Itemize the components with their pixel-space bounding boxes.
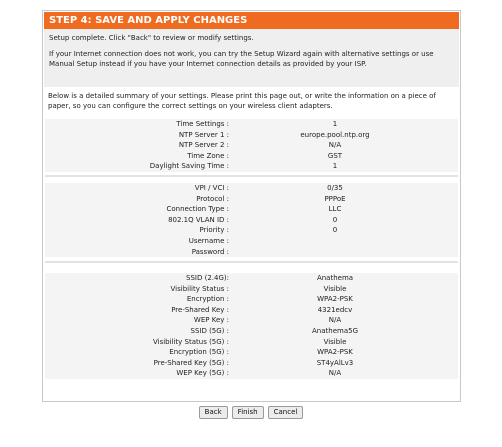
row-label: Encryption : (186, 295, 229, 304)
row-value: Anathema (316, 274, 354, 282)
row-value: Visible (323, 284, 347, 293)
row-label: SSID (2.4G): (186, 274, 229, 282)
table-row (45, 151, 458, 162)
table-row (45, 305, 458, 316)
action-buttons (0, 406, 502, 419)
row-value: 0/35 (327, 184, 343, 192)
table-row (45, 194, 458, 205)
row-value: GST (327, 151, 343, 160)
row-value: Anathema5G (312, 326, 358, 335)
row-value: Visible (323, 337, 347, 346)
table-row (45, 225, 458, 236)
step-header: STEP 4: SAVE AND APPLY CHANGES (44, 12, 459, 29)
row-value: 4321edcv (317, 305, 353, 314)
intro-box (44, 29, 459, 87)
row-value (235, 236, 435, 247)
intro-line-2: If your Internet connection does not work, you can try the Setup Wizard again with alternative settings or use Manual Setup instead if you have your Internet connection details as provided by your ISP. (49, 50, 434, 68)
row-value: PPPoE (324, 194, 346, 203)
time-settings-group (45, 119, 458, 172)
row-label: Time Settings : (176, 120, 229, 128)
table-row (45, 284, 458, 295)
row-value: 1 (332, 120, 338, 128)
row-label: WEP Key (5G) : (176, 369, 229, 378)
setup-panel (42, 10, 461, 402)
table-row (45, 358, 458, 369)
row-value: 1 (332, 162, 338, 171)
wan-settings-group (45, 183, 458, 257)
table-row (45, 183, 458, 194)
row-label: SSID (5G) : (190, 326, 229, 335)
row-label: Password : (191, 247, 229, 256)
divider (45, 261, 458, 263)
row-value: 0 (332, 226, 338, 235)
row-label: 802.1Q VLAN ID : (168, 215, 229, 224)
row-label: WEP Key : (193, 316, 229, 325)
row-label: Connection Type : (166, 205, 229, 214)
row-value: N/A (328, 316, 342, 325)
row-value: LLC (328, 205, 342, 214)
row-value: europe.pool.ntp.org (300, 130, 370, 139)
row-label: Protocol : (196, 194, 229, 203)
summary-text: Below is a detailed summary of your settings. Please print this page out, or write the information on a piece of paper, so you can configure the correct settings on your wireless client adapters. (48, 92, 436, 110)
intro-line-1: Setup complete. Click "Back" to review or modify settings. (49, 34, 254, 42)
row-label: Visibility Status : (170, 284, 229, 293)
divider (45, 175, 458, 177)
table-row (45, 236, 458, 247)
table-row (45, 204, 458, 215)
table-row (45, 326, 458, 337)
row-value: N/A (328, 141, 342, 150)
table-row (45, 315, 458, 326)
finish-button[interactable]: Finish (232, 406, 264, 419)
table-row (45, 140, 458, 151)
row-label: Visibility Status (5G) : (152, 337, 229, 346)
table-row (45, 368, 458, 379)
row-label: Priority : (199, 226, 229, 235)
table-row (45, 247, 458, 258)
table-row (45, 119, 458, 130)
table-row (45, 337, 458, 348)
row-label: Username : (188, 236, 229, 245)
row-label: Pre-Shared Key (5G) : (153, 358, 229, 367)
row-label: Time Zone : (187, 151, 229, 160)
table-row (45, 161, 458, 172)
back-button[interactable]: Back (199, 406, 228, 419)
table-row (45, 273, 458, 284)
row-label: Daylight Saving Time : (149, 162, 229, 171)
row-label: NTP Server 2 : (178, 141, 229, 150)
wireless-settings-group (45, 273, 458, 379)
row-label: Pre-Shared Key : (171, 305, 229, 314)
row-label: Encryption (5G) : (169, 348, 229, 357)
table-row (45, 347, 458, 358)
row-value: WPA2-PSK (317, 348, 353, 357)
table-row (45, 294, 458, 305)
table-row (45, 215, 458, 226)
row-value: ST4yAlLv3 (316, 358, 354, 367)
row-value (235, 247, 435, 258)
cancel-button[interactable]: Cancel (268, 406, 304, 419)
table-row (45, 130, 458, 141)
row-value: WPA2-PSK (317, 295, 353, 304)
row-label: NTP Server 1 : (178, 130, 229, 139)
row-label: VPI / VCI : (194, 184, 229, 192)
row-value: N/A (328, 369, 342, 378)
row-value: 0 (332, 215, 338, 224)
